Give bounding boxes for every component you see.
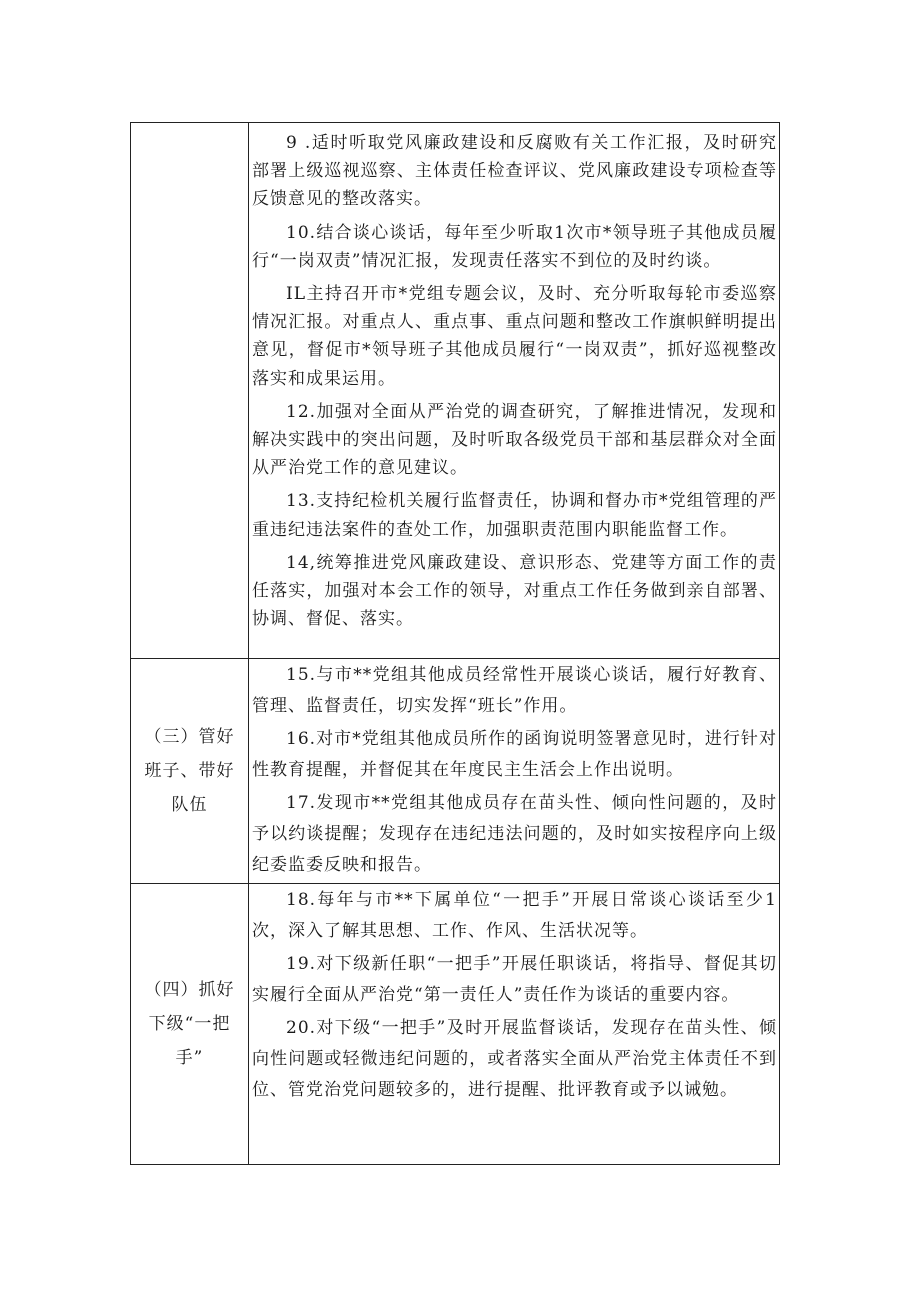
item-16: 16.对市*党组其他成员所作的函询说明签署意见时，进行针对性教育提醒，并督促其在年度民主生活会上作出说明。 xyxy=(252,729,777,780)
items-cell xyxy=(252,123,777,658)
item-20: 20.对下级“一把手”及时开展监督谈话，发现存在苗头性、倾向性问题或轻微违纪问题的，或者落实全面从严治党主体责任不到位、管党治党问题较多的，进行提醒、批评教育或予以诫勉。 xyxy=(252,1018,777,1100)
item-15: 15.与市**党组其他成员经常性开展谈心谈话，履行好教育、管理、监督责任，切实发挥“班长”作用。 xyxy=(252,665,777,716)
table-row xyxy=(131,123,779,659)
item-13: 13.支持纪检机关履行监督责任，协调和督办市*党组管理的严重违纪违法案件的查处工作，加强职责范围内职能监督工作。 xyxy=(252,491,777,540)
items-cell xyxy=(252,884,777,1164)
item-14: 14,统筹推进党风廉政建设、意识形态、党建等方面工作的责任落实，加强对本会工作的领导，对重点工作任务做到亲自部署、协调、督促、落实。 xyxy=(252,552,777,630)
responsibility-table xyxy=(130,122,780,1165)
item-10: 10.结合谈心谈话，每年至少听取1次市*领导班子其他成员履行“一岗双责”情况汇报，发现责任落实不到位的及时约谈。 xyxy=(252,222,777,271)
category-cell xyxy=(131,659,249,883)
item-18: 18.每年与市**下属单位“一把手”开展日常谈心谈话至少1次，深入了解其思想、工作、作风、生活状况等。 xyxy=(252,890,777,941)
category-cell xyxy=(131,123,249,658)
item-12: 12.加强对全面从严治党的调查研究，了解推进情况，发现和解决实践中的突出问题，及时听取各级党员干部和基层群众对全面从严治党工作的意见建议。 xyxy=(252,401,777,479)
item-11: IL主持召开市*党组专题会议，及时、充分听取每轮市委巡察情况汇报。对重点人、重点事、重点问题和整改工作旗帜鲜明提出意见，督促市*领导班子其他成员履行“一岗双责”，抓好巡视整改落实和成果运用。 xyxy=(252,284,777,389)
table-row xyxy=(131,659,779,884)
category-cell xyxy=(131,884,249,1164)
item-17: 17.发现市**党组其他成员存在苗头性、倾向性问题的，及时予以约谈提醒；发现存在违纪违法问题的，及时如实按程序向上级纪委监委反映和报告。 xyxy=(252,793,777,875)
item-9: 9 .适时听取党风廉政建设和反腐败有关工作汇报，及时研究部署上级巡视巡察、主体责任检查评议、党风廉政建设专项检查等反馈意见的整改落实。 xyxy=(252,133,777,210)
items-cell xyxy=(252,659,777,883)
category-label: （四）抓好下级“一把手” xyxy=(144,980,235,1068)
item-19: 19.对下级新任职“一把手”开展任职谈话，将指导、督促其切实履行全面从严治党“第一责任人”责任作为谈话的重要内容。 xyxy=(252,954,777,1005)
category-label: （三）管好班子、带好队伍 xyxy=(144,727,235,815)
table-row xyxy=(131,884,779,1164)
